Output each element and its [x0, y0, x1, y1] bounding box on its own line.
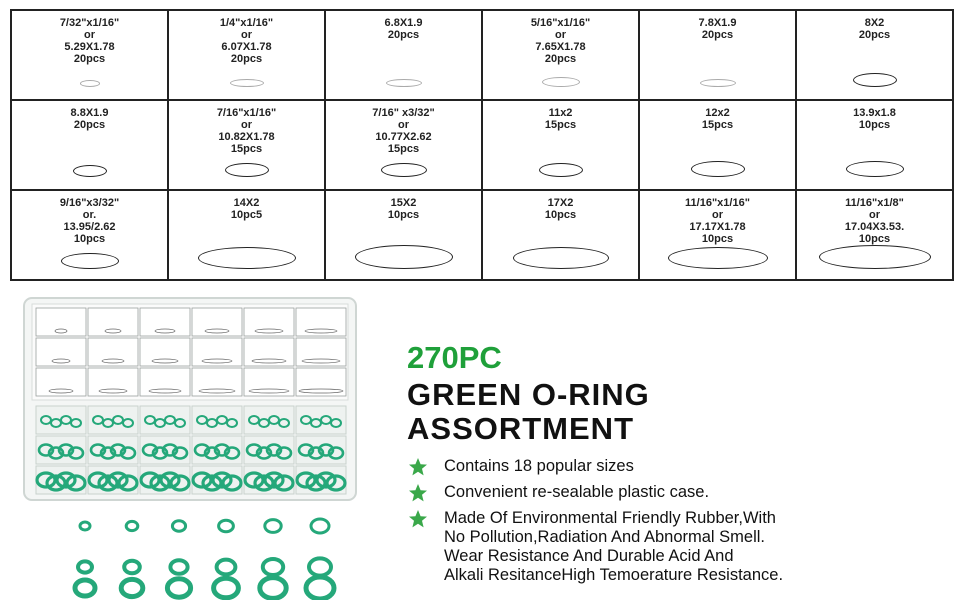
size-cell: [168, 10, 325, 100]
product-title: GREEN O-RING ASSORTMENT: [407, 377, 650, 446]
o-ring-outline: [355, 245, 453, 269]
o-ring-outline: [846, 161, 904, 177]
size-label: 1/4"x1/16" or 6.07X1.78 20pcs: [219, 17, 274, 65]
size-label: 8.8X1.9 20pcs: [70, 107, 109, 131]
size-cell: [325, 190, 482, 280]
star-icon: [408, 483, 428, 503]
o-ring-outline: [73, 165, 107, 177]
o-ring-outline: [61, 253, 119, 269]
size-cell: [325, 10, 482, 100]
feature-text: Made Of Environmental Friendly Rubber,With No Pollution,Radiation And Abnormal Smell. Wear Resistance And Durable Acid And Alkali ResitanceHigh Temoerature Resistance.: [444, 509, 784, 584]
o-ring-outline: [381, 163, 427, 177]
size-cell: [482, 100, 639, 190]
size-chart: [10, 9, 954, 281]
o-ring-outline: [542, 77, 580, 87]
size-cell: [796, 100, 953, 190]
size-cell: [168, 100, 325, 190]
o-ring-outline: [386, 79, 422, 87]
size-cell: [482, 190, 639, 280]
o-ring-outline: [819, 245, 931, 269]
o-ring-outline: [853, 73, 897, 87]
feature-text: Contains 18 popular sizes: [444, 457, 634, 475]
size-cell: [639, 190, 796, 280]
size-label: 6.8X1.9 20pcs: [384, 17, 423, 41]
size-label: 17X2 10pcs: [544, 197, 577, 221]
size-cell: [325, 100, 482, 190]
o-ring-outline: [539, 163, 583, 177]
size-cell: [168, 190, 325, 280]
o-ring-outline: [513, 247, 609, 269]
loose-rings-image: [55, 510, 355, 600]
storage-case-image: [22, 296, 358, 502]
size-label: 11x2 15pcs: [544, 107, 577, 131]
size-label: 5/16"x1/16" or 7.65X1.78 20pcs: [530, 17, 591, 65]
star-icon: [408, 509, 428, 529]
size-label: 7.8X1.9 20pcs: [698, 17, 737, 41]
o-ring-outline: [691, 161, 745, 177]
o-ring-outline: [198, 247, 296, 269]
size-cell: [11, 190, 168, 280]
size-cell: [639, 100, 796, 190]
o-ring-outline: [230, 79, 264, 87]
size-label: 7/16" x3/32" or 10.77X2.62 15pcs: [372, 107, 435, 155]
size-label: 8X2 20pcs: [858, 17, 891, 41]
o-ring-outline: [80, 80, 100, 87]
size-label: 7/32"x1/16" or 5.29X1.78 20pcs: [59, 17, 120, 65]
size-label: 7/16"x1/16" or 10.82X1.78 15pcs: [216, 107, 277, 155]
size-cell: [796, 190, 953, 280]
o-ring-outline: [700, 79, 736, 87]
o-ring-outline: [225, 163, 269, 177]
size-cell: [11, 100, 168, 190]
feature-text: Convenient re-sealable plastic case.: [444, 483, 710, 501]
piece-count-title: 270PC: [407, 340, 502, 375]
size-cell: [482, 10, 639, 100]
size-label: 12x2 15pcs: [701, 107, 734, 131]
star-icon: [408, 457, 428, 477]
size-label: 13.9x1.8 10pcs: [853, 107, 896, 131]
size-cell: [796, 10, 953, 100]
size-label: 9/16"x3/32" or. 13.95/2.62 10pcs: [59, 197, 120, 245]
size-label: 11/16"x1/8" or 17.04X3.53. 10pcs: [844, 197, 905, 245]
size-cell: [11, 10, 168, 100]
size-label: 15X2 10pcs: [387, 197, 420, 221]
size-cell: [639, 10, 796, 100]
size-label: 11/16"x1/16" or 17.17X1.78 10pcs: [685, 197, 750, 245]
size-label: 14X2 10pc5: [230, 197, 263, 221]
o-ring-outline: [668, 247, 768, 269]
